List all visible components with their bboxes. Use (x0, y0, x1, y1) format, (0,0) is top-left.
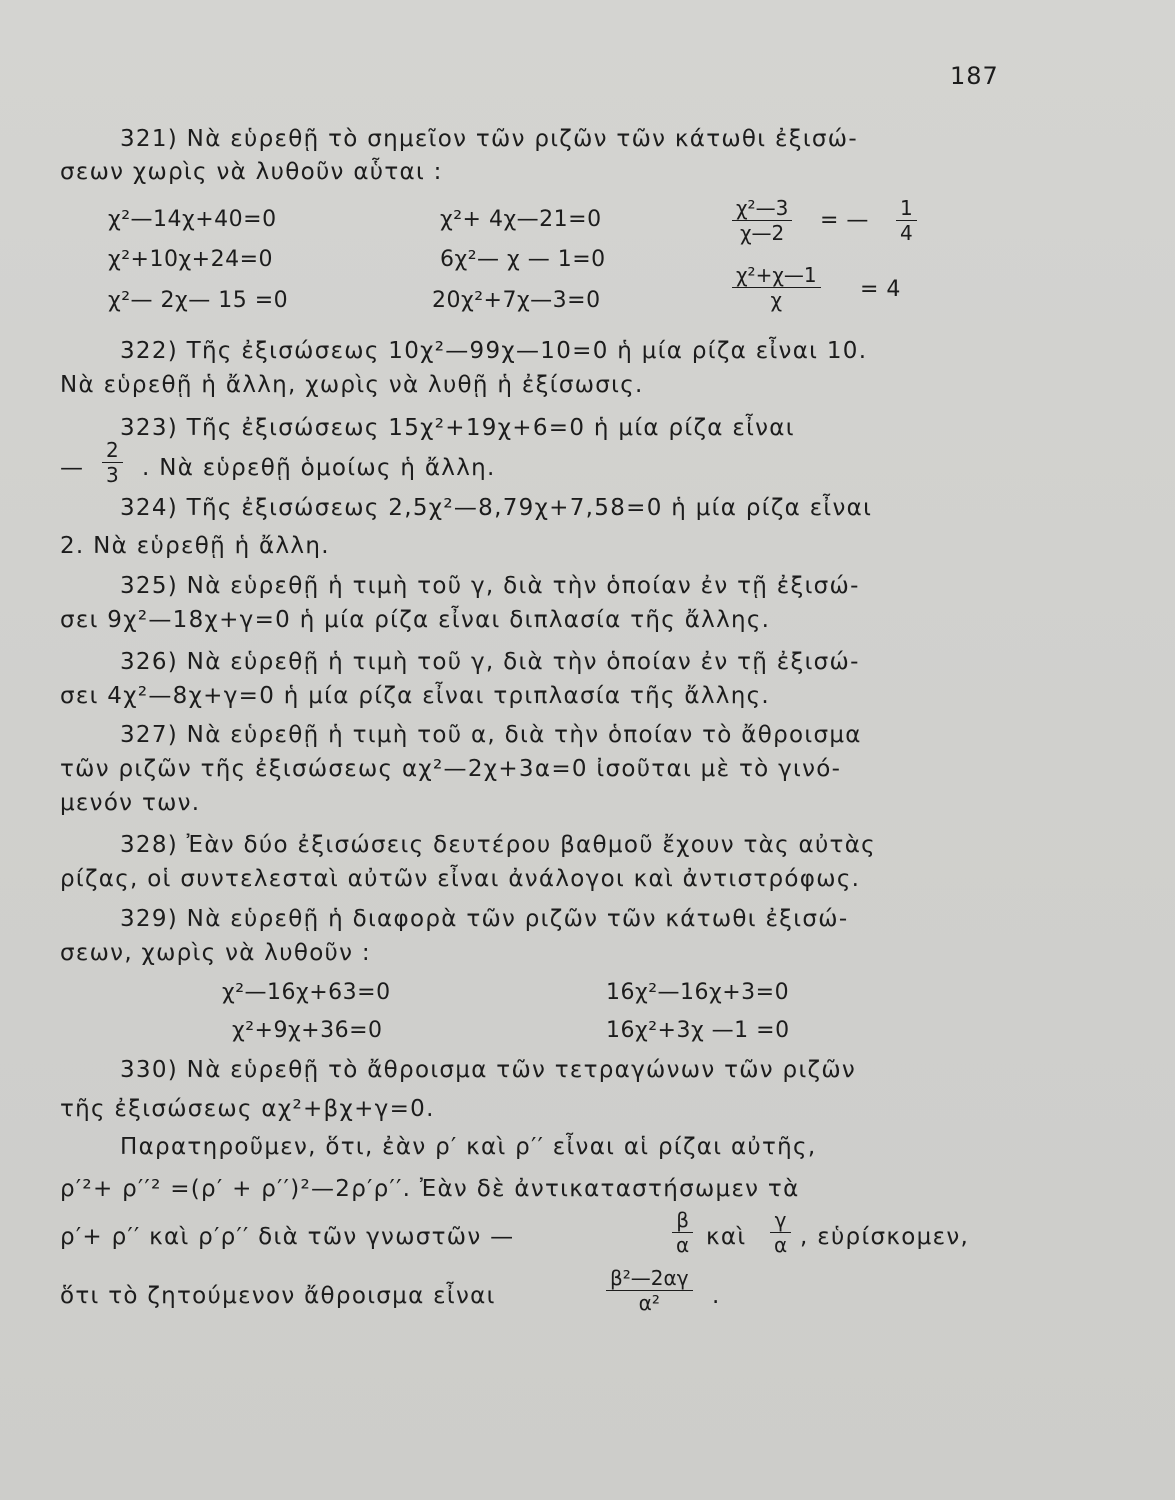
fraction-numerator: γ (774, 1208, 787, 1232)
equation: χ²+ 4χ—21=0 (440, 207, 602, 232)
fraction-numerator: 1 (900, 196, 913, 220)
equals-minus: = — (820, 208, 869, 233)
fraction (732, 263, 821, 312)
exercise-325-line2: σει 9χ²—18χ+γ=0 ἡ μία ρίζα εἶναι διπλασία τῆς ἄλλης. (60, 607, 771, 633)
equation: χ²—14χ+40=0 (108, 207, 277, 232)
equation: χ²+10χ+24=0 (108, 247, 274, 272)
equation: 20χ²+7χ—3=0 (432, 288, 601, 313)
note-line4-end: . (712, 1283, 721, 1309)
fraction (732, 196, 792, 245)
exercise-323-line1: 323) Τῆς ἐξισώσεως 15χ²+19χ+6=0 ἡ μία ρίζα εἶναι (120, 415, 795, 441)
exercise-325-line1: 325) Νὰ εὑρεθῇ ἡ τιμὴ τοῦ γ, διὰ τὴν ὁποίαν ἐν τῇ ἐξισώ- (120, 573, 860, 599)
exercise-327-line3: μενόν των. (60, 790, 201, 816)
fraction-denominator: 4 (896, 220, 917, 245)
exercise-327-line2: τῶν ριζῶν τῆς ἐξισώσεως αχ²—2χ+3α=0 ἰσοῦται μὲ τὸ γινό- (60, 756, 842, 782)
equation: χ²+9χ+36=0 (232, 1018, 383, 1043)
exercise-329-line2: σεων, χωρὶς νὰ λυθοῦν : (60, 940, 371, 966)
fraction-denominator: χ (732, 287, 821, 312)
page-number: 187 (950, 62, 999, 90)
fraction-denominator: α² (606, 1290, 693, 1315)
exercise-322-line1: 322) Τῆς ἐξισώσεως 10χ²—99χ—10=0 ἡ μία ρίζα εἶναι 10. (120, 338, 868, 364)
fraction (896, 196, 917, 245)
fraction-numerator: 2 (106, 438, 119, 462)
fraction-numerator: χ²—3 (736, 196, 789, 220)
note-line1: Παρατηροῦμεν, ὅτι, ἐὰν ρ′ καὶ ρ′′ εἶναι αἱ ρίζαι αὐτῆς, (120, 1134, 817, 1160)
equals-four: = 4 (860, 277, 901, 302)
exercise-326-line1: 326) Νὰ εὑρεθῇ ἡ τιμὴ τοῦ γ, διὰ τὴν ὁποίαν ἐν τῇ ἐξισώ- (120, 649, 860, 675)
minus-sign: — (60, 455, 85, 481)
note-line4: ὅτι τὸ ζητούμενον ἄθροισμα εἶναι (60, 1283, 496, 1309)
exercise-321-line2: σεων χωρὶς νὰ λυθοῦν αὗται : (60, 159, 443, 185)
note-line2: ρ′²+ ρ′′² =(ρ′ + ρ′′)²—2ρ′ρ′′. Ἐὰν δὲ ἀντικαταστήσωμεν τὰ (60, 1176, 800, 1202)
note-kai: καὶ (706, 1224, 747, 1250)
equation: χ²—16χ+63=0 (222, 980, 391, 1005)
exercise-322-line2: Νὰ εὑρεθῇ ἡ ἄλλη, χωρὶς νὰ λυθῇ ἡ ἐξίσωσις. (60, 372, 644, 398)
equation: χ²— 2χ— 15 =0 (108, 288, 289, 313)
fraction-numerator: β (676, 1208, 689, 1232)
exercise-326-line2: σει 4χ²—8χ+γ=0 ἡ μία ρίζα εἶναι τριπλασία τῆς ἄλλης. (60, 683, 771, 709)
exercise-324-line2: 2. Νὰ εὑρεθῇ ἡ ἄλλη. (60, 533, 330, 559)
fraction (770, 1208, 791, 1257)
fraction-numerator: χ²+χ—1 (736, 263, 817, 287)
exercise-328-line2: ρίζας, οἱ συντελεσταὶ αὐτῶν εἶναι ἀνάλογοι καὶ ἀντιστρόφως. (60, 866, 861, 892)
exercise-329-line1: 329) Νὰ εὑρεθῇ ἡ διαφορὰ τῶν ριζῶν τῶν κάτωθι ἐξισώ- (120, 906, 849, 932)
exercise-323-line2: . Νὰ εὑρεθῇ ὁμοίως ἡ ἄλλη. (142, 455, 496, 481)
fraction-denominator: α (770, 1232, 791, 1257)
note-line3: ρ′+ ρ′′ καὶ ρ′ρ′′ διὰ τῶν γνωστῶν — (60, 1224, 515, 1250)
exercise-330-line1: 330) Νὰ εὑρεθῇ τὸ ἄθροισμα τῶν τετραγώνων τῶν ριζῶν (120, 1057, 857, 1083)
exercise-328-line1: 328) Ἐὰν δύο ἐξισώσεις δευτέρου βαθμοῦ ἔχουν τὰς αὐτὰς (120, 832, 876, 858)
fraction (102, 438, 123, 487)
fraction (672, 1208, 693, 1257)
equation: 6χ²— χ — 1=0 (440, 247, 606, 272)
fraction-denominator: 3 (102, 462, 123, 487)
equation: 16χ²—16χ+3=0 (606, 980, 790, 1005)
equation: 16χ²+3χ —1 =0 (606, 1018, 790, 1043)
note-line3-end: , εὑρίσκομεν, (800, 1224, 970, 1250)
fraction (606, 1266, 693, 1315)
exercise-321-line1: 321) Νὰ εὑρεθῇ τὸ σημεῖον τῶν ριζῶν τῶν κάτωθι ἐξισώ- (120, 126, 858, 152)
fraction-denominator: α (672, 1232, 693, 1257)
exercise-324-line1: 324) Τῆς ἐξισώσεως 2,5χ²—8,79χ+7,58=0 ἡ μία ρίζα εἶναι (120, 495, 873, 521)
fraction-numerator: β²—2αγ (610, 1266, 689, 1290)
exercise-327-line1: 327) Νὰ εὑρεθῇ ἡ τιμὴ τοῦ α, διὰ τὴν ὁποίαν τὸ ἄθροισμα (120, 722, 862, 748)
fraction-denominator: χ—2 (732, 220, 792, 245)
exercise-330-line2: τῆς ἐξισώσεως αχ²+βχ+γ=0. (60, 1096, 435, 1122)
